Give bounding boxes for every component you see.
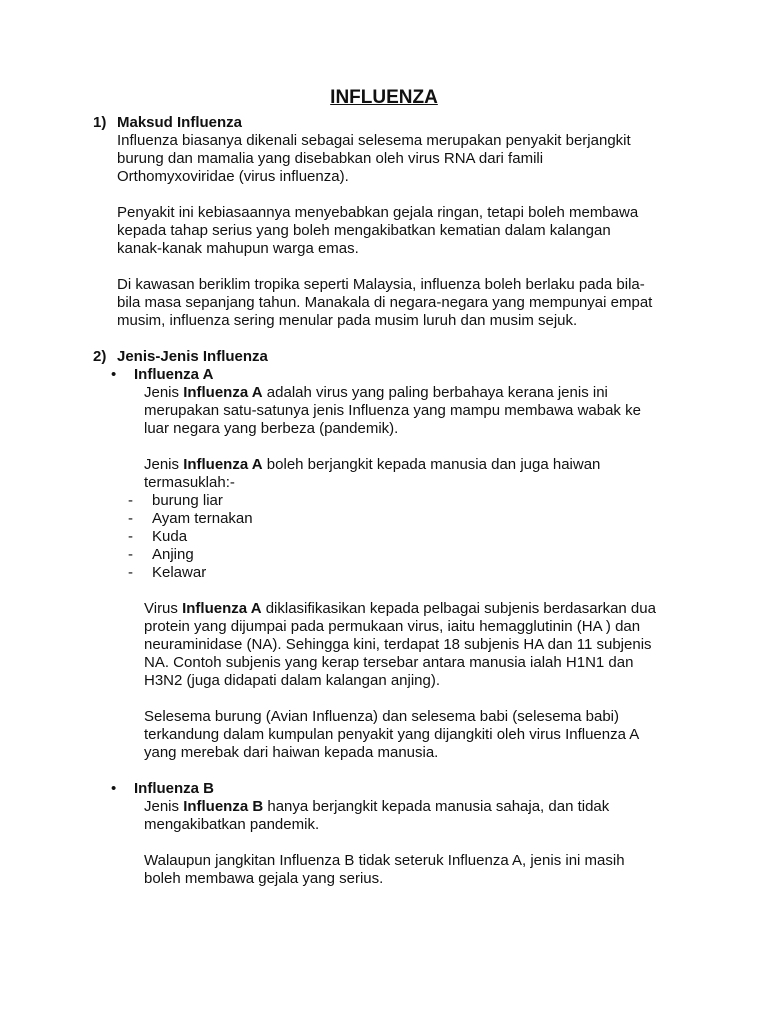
paragraph: Virus Influenza A diklasifikasikan kepada pelbagai subjenis berdasarkan dua protein yang dijumpai pada permukaan virus, iaitu hemagglutinin (HA ) dan neuraminidase (NA). Sehingga kini, terdapat 18 subjenis HA dan 11 subjenis NA. Contoh subjenis yang kerap tersebar antara manusia ialah H1N1 dan H3N2 (juga didapati dalam kalangan anjing).: [144, 600, 656, 689]
document-title: INFLUENZA: [330, 87, 438, 108]
paragraph: Selesema burung (Avian Influenza) dan selesema babi (selesema babi) terkandung dalam kumpulan penyakit yang dijangkiti oleh virus Influenza A yang merebak dari haiwan kepada manusia.: [144, 708, 640, 761]
paragraph: Influenza biasanya dikenali sebagai selesema merupakan penyakit berjangkit burung dan mamalia yang disebabkan oleh virus RNA dari famili Orthomyxoviridae (virus influenza).: [117, 132, 631, 185]
list-item: - Ayam ternakan: [128, 510, 253, 527]
section-2-title: Jenis-Jenis Influenza: [117, 348, 268, 365]
section-1-heading: [0, 114, 768, 132]
paragraph: Penyakit ini kebiasaannya menyebabkan gejala ringan, tetapi boleh membawa kepada tahap serius yang boleh mengakibatkan kematian dalam kalangan kanak-kanak mahupun warga emas.: [117, 204, 639, 257]
influenza-b-body: [144, 798, 664, 888]
list-item: - Kelawar: [128, 564, 207, 581]
section-1-body: [117, 132, 677, 330]
dash-icon: -: [128, 564, 133, 581]
list-item: - Anjing: [128, 546, 194, 563]
dash-icon: -: [128, 546, 133, 563]
dash-icon: -: [128, 528, 133, 545]
bullet-icon: •: [111, 780, 117, 797]
section-2-number: 2): [93, 348, 107, 365]
dash-icon: -: [128, 492, 133, 509]
influenza-a-body-2: [144, 600, 664, 762]
bullet-icon: •: [111, 366, 117, 383]
section-2-heading: [0, 348, 768, 366]
host-list: [0, 492, 768, 582]
influenza-a-body: [144, 384, 664, 492]
list-item: - burung liar: [128, 492, 223, 509]
paragraph: Jenis Influenza B hanya berjangkit kepada manusia sahaja, dan tidak mengakibatkan pandemik.: [144, 798, 610, 833]
paragraph: Jenis Influenza A adalah virus yang paling berbahaya kerana jenis ini merupakan satu-satunya jenis Influenza yang mampu membawa wabak ke luar negara yang berbeza (pandemik).: [144, 384, 641, 437]
section-1-title: Maksud Influenza: [117, 114, 243, 131]
paragraph: Jenis Influenza A boleh berjangkit kepada manusia dan juga haiwan termasuklah:-: [144, 456, 601, 491]
dash-icon: -: [128, 510, 133, 527]
influenza-a-heading: • Influenza A: [111, 366, 214, 383]
paragraph: Walaupun jangkitan Influenza B tidak seteruk Influenza A, jenis ini masih boleh membawa gejala yang serius.: [144, 852, 625, 887]
paragraph: Di kawasan beriklim tropika seperti Malaysia, influenza boleh berlaku pada bila- bila masa sepanjang tahun. Manakala di negara-negara yang mempunyai empat musim, influenza sering menular pada musim luruh dan musim sejuk.: [117, 276, 653, 329]
section-1-number: 1): [93, 114, 107, 131]
influenza-b-heading: • Influenza B: [111, 780, 215, 797]
list-item: - Kuda: [128, 528, 188, 545]
